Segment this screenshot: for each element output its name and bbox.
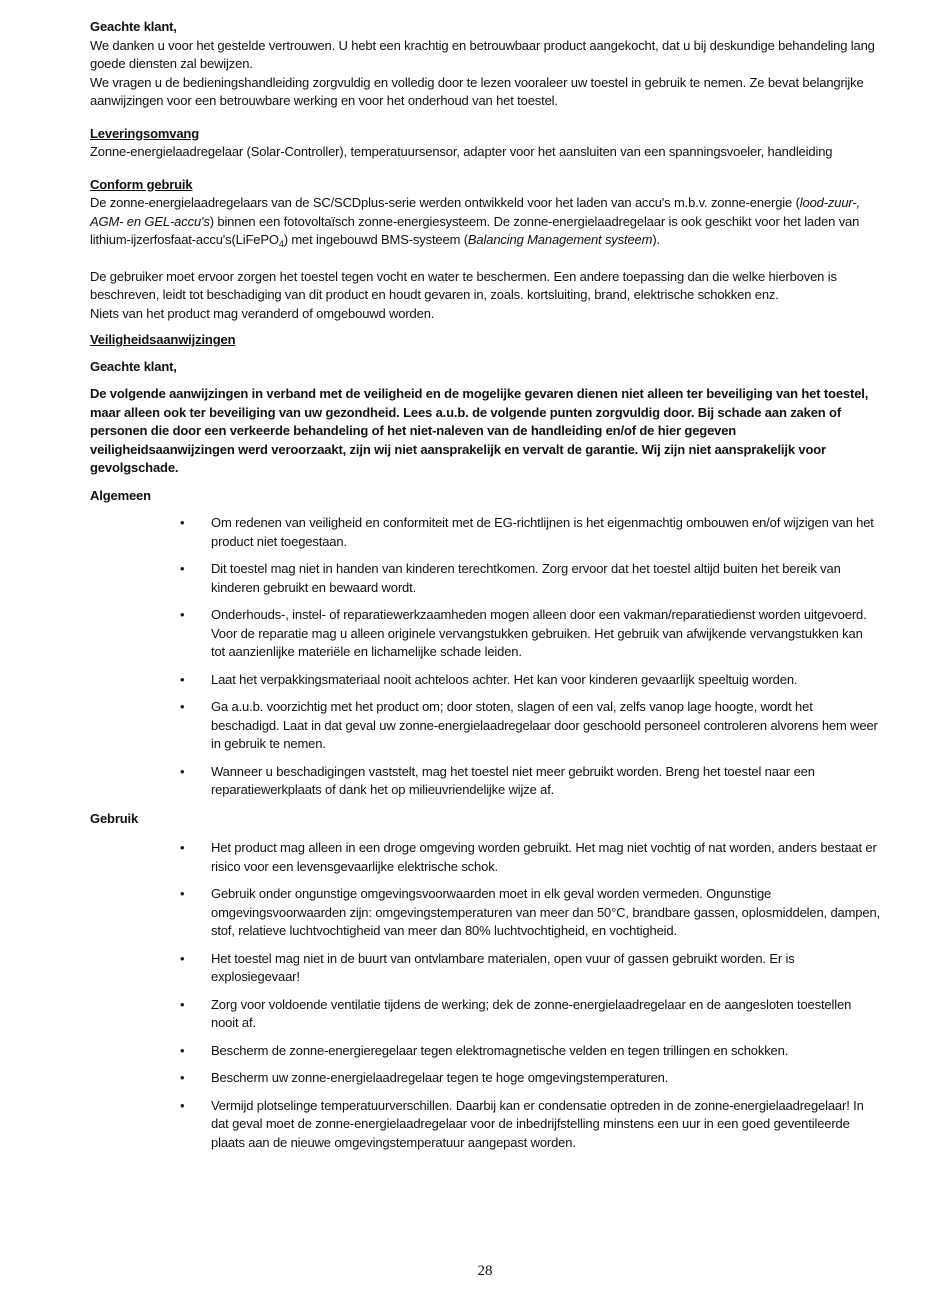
levering-heading: Leveringsomvang — [90, 125, 200, 141]
conform-text-4: ). — [652, 232, 660, 247]
list-item — [180, 698, 880, 754]
list-item — [180, 763, 880, 800]
levering-text: Zonne-energielaadregelaar (Solar-Controller), temperatuursensor, adapter voor het aansluiten van een spanningsvoeler, handleiding — [90, 144, 833, 159]
list-item-text: Onderhouds-, instel- of reparatiewerkzaamheden mogen alleen door een vakman/reparatiedienst worden uitgevoerd. Voor de reparatie mag u alleen originele vervangstukken gebruiken. Het gebruik van afwijkende vervangstukken kan tot aanzienlijke materiële en lichamelijke schade leiden. — [211, 607, 867, 659]
intro-paragraph-2: We vragen u de bedieningshandleiding zorgvuldig en volledig door te lezen vooraleer uw toestel in gebruik te nemen. Ze bevat belangrijke aanwijzingen voor een betrouwbare werking en voor het onderhoud van het toestel. — [90, 74, 864, 108]
list-item — [180, 514, 880, 551]
conform-text-3: ) met ingebouwd BMS-systeem ( — [283, 232, 468, 247]
manual-page — [90, 18, 880, 1161]
list-item-text: Het product mag alleen in een droge omgeving worden gebruikt. Het mag niet vochtig of nat worden, anders bestaat er risico voor een levensgevaarlijke elektrische schok. — [211, 840, 877, 874]
list-item — [180, 950, 880, 987]
list-item — [180, 996, 880, 1033]
list-item-text: Laat het verpakkingsmateriaal nooit achteloos achter. Het kan voor kinderen gevaarlijk speeltuig worden. — [211, 671, 798, 687]
intro-section — [90, 18, 880, 111]
list-item — [180, 1042, 880, 1061]
veiligheid-section — [90, 331, 880, 478]
conform-subscript: 4 — [278, 239, 284, 249]
bullet-icon: • — [180, 561, 185, 576]
algemeen-list — [90, 514, 880, 800]
bullet-icon: • — [180, 515, 185, 530]
bullet-icon: • — [180, 763, 185, 779]
gebruik-heading: Gebruik — [90, 810, 139, 826]
intro-greeting: Geachte klant, — [90, 19, 177, 34]
levering-section — [90, 125, 880, 162]
bullet-icon: • — [180, 1070, 185, 1085]
conform-text-1: De zonne-energielaadregelaars van de SC/SCDplus-serie werden ontwikkeld voor het laden van accu's m.b.v. zonne-energie ( — [90, 195, 800, 210]
veiligheid-warning: De volgende aanwijzingen in verband met de veiligheid en de mogelijke gevaren dienen niet alleen ter beveiliging van het toestel, maar alleen ook ter beveiliging van uw gezondheid. Lees a.u.b. de volgende punten zorgvuldig door. Bij schade aan zaken of personen die door een verkeerde behandeling of het niet-naleven van de handleiding en/of de hier gegeven veiligheidsaanwijzingen werd veroorzaakt, zijn wij niet aansprakelijk en vervalt de garantie. Wij zijn niet aansprakelijk voor gevolgschade. — [90, 386, 869, 475]
list-item-text: Gebruik onder ongunstige omgevingsvoorwaarden moet in elk geval worden vermeden. Ongunstige omgevingsvoorwaarden zijn: omgevingstemperaturen van meer dan 50°C, brandbare gassen, oplosmiddelen, dampen, stof, relatieve luchtvochtigheid van meer dan 80% luchtvochtigheid, en vochtigheid. — [211, 886, 881, 938]
bullet-icon: • — [180, 840, 185, 855]
usage-warning-section — [90, 268, 880, 324]
list-item — [180, 1097, 880, 1153]
conform-text-2: ) binnen een fotovoltaïsch zonne-energiesysteem. De zonne-energielaadregelaar is ook geschikt voor het laden van lithium-ijzerfosfaat-accu's(LiFePO — [90, 213, 860, 247]
conform-section — [90, 176, 880, 250]
list-item — [180, 839, 880, 876]
conform-bms-name: Balancing Management systeem — [467, 232, 653, 247]
list-item-text: Bescherm de zonne-energieregelaar tegen elektromagnetische velden en tegen trillingen en schokken. — [211, 1042, 789, 1058]
veiligheid-heading: Veiligheidsaanwijzingen — [90, 332, 236, 347]
bullet-icon: • — [180, 1042, 185, 1058]
list-item-text: Ga a.u.b. voorzichtig met het product om; door stoten, slagen of een val, zelfs vanop lage hoogte, wordt het beschadigd. Laat in dat geval uw zonne-energielaadregelaar door geschoold personeel controleren alvorens hem weer in gebruik te nemen. — [211, 699, 878, 751]
conform-paragraph-3: Niets van het product mag veranderd of omgebouwd worden. — [90, 305, 435, 321]
list-item-text: Zorg voor voldoende ventilatie tijdens de werking; dek de zonne-energielaadregelaar en de aangesloten toestellen nooit af. — [211, 996, 852, 1030]
bullet-icon: • — [180, 886, 185, 901]
bullet-icon: • — [180, 950, 185, 966]
list-item — [180, 885, 880, 941]
page-number: 28 — [477, 1263, 493, 1279]
list-item-text: Wanneer u beschadigingen vaststelt, mag het toestel niet meer gebruikt worden. Breng het toestel naar een reparatiewerkplaats of dank het op milieuvriendelijke wijze af. — [211, 763, 815, 797]
gebruik-list — [90, 839, 880, 1152]
list-item — [180, 1069, 880, 1088]
list-item — [180, 560, 880, 597]
conform-heading: Conform gebruik — [90, 176, 193, 192]
bullet-icon: • — [180, 671, 185, 687]
list-item — [180, 671, 880, 690]
conform-paragraph-2: De gebruiker moet ervoor zorgen het toestel tegen vocht en water te beschermen. Een andere toepassing dan die welke hierboven is beschreven, leidt tot beschadiging van dit product en houdt gevaren in, zoals. kortsluiting, brand, elektrische schokken enz. — [90, 268, 837, 302]
conform-battery-types: lood-zuur-, AGM- en GEL-accu's — [90, 195, 861, 229]
bullet-icon: • — [180, 607, 185, 622]
list-item-text: Bescherm uw zonne-energielaadregelaar tegen te hoge omgevingstemperaturen. — [211, 1070, 669, 1085]
algemeen-heading: Algemeen — [90, 487, 151, 503]
list-item-text: Het toestel mag niet in de buurt van ontvlambare materialen, open vuur of gassen gebruikt worden. Er is explosiegevaar! — [211, 950, 795, 984]
veiligheid-greeting: Geachte klant, — [90, 358, 177, 374]
list-item — [180, 606, 880, 662]
list-item-text: Dit toestel mag niet in handen van kinderen terechtkomen. Zorg ervoor dat het toestel altijd buiten het bereik van kinderen gebruikt en bewaard wordt. — [211, 561, 841, 595]
intro-paragraph-1: We danken u voor het gestelde vertrouwen. U hebt een krachtig en betrouwbaar product aangekocht, dat u bij deskundige behandeling lang goede diensten zal bewijzen. — [90, 37, 875, 71]
bullet-icon: • — [180, 996, 185, 1012]
list-item-text: Om redenen van veiligheid en conformiteit met de EG-richtlijnen is het eigenmachtig ombouwen en/of wijzigen van het product niet toegestaan. — [211, 515, 874, 549]
bullet-icon: • — [180, 1097, 185, 1113]
conform-paragraph-1 — [90, 194, 880, 250]
list-item-text: Vermijd plotselinge temperatuurverschillen. Daarbij kan er condensatie optreden in de zonne-energielaadregelaar! In dat geval moet de zonne-energielaadregelaar voor de inbedrijfstelling minstens een uur in een goed geventileerde plaats aan de nieuwe omgevingstemperatuur aangepast worden. — [211, 1097, 864, 1150]
bullet-icon: • — [180, 699, 185, 714]
